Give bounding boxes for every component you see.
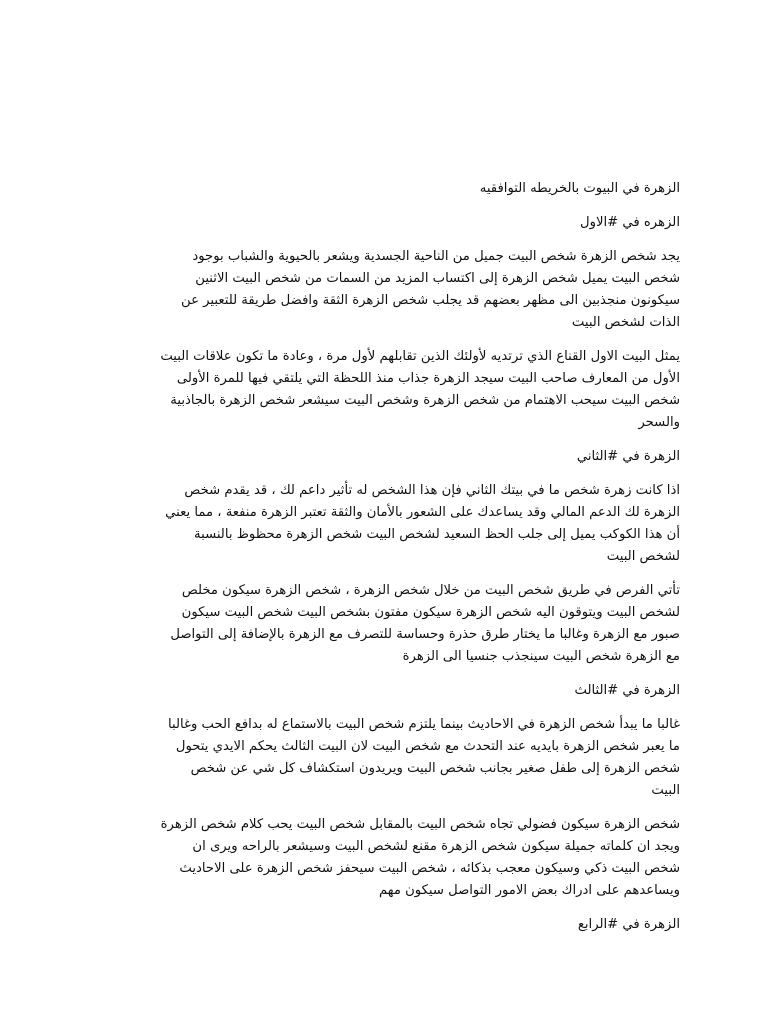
- paragraph-line: اذا كانت زهرة شخص ما في بيتك الثاني فإن هذا الشخص له تأثير داعم لك ، قد يقدم شخص: [184, 483, 680, 498]
- paragraph-line: يجد شخص الزهرة شخص البيت جميل من الناحية الجسدية ويشعر بالحيوية والشباب بوجود: [192, 249, 680, 264]
- paragraph-line: تأتي الفرص في طريق شخص البيت من خلال شخص الزهرة ، شخص الزهرة سيكون مخلص: [181, 583, 680, 598]
- paragraph-line: البيت: [651, 783, 680, 798]
- paragraph-line: الأول من المعارف صاحب البيت سيجد الزهرة جذاب منذ اللحظة التي يلتقي فيها للمرة الأولى: [176, 371, 680, 386]
- section-heading-second: الزهرة في #الثاني: [576, 449, 680, 464]
- section-heading-third: الزهرة في #الثالث: [574, 683, 680, 698]
- paragraph-line: شخص الزهرة إلى طفل صغير بجانب شخص البيت ويريدون استكشاف كل شي عن شخص: [190, 761, 680, 776]
- paragraph-line: سيكونون منجذبين الى مظهر بعضهم قد يجلب شخص الزهرة الثقة وافضل طريقة للتعبير عن: [181, 293, 680, 308]
- paragraph-line: مع الزهرة شخص البيت سينجذب جنسيا الى الزهرة: [402, 649, 680, 664]
- paragraph-line: الذات لشخص البيت: [571, 315, 680, 330]
- paragraph-line: والسحر: [638, 415, 680, 430]
- paragraph: [90, 814, 680, 902]
- paragraph-line: شخص الزهرة سيكون فضولي تجاه شخص البيت بالمقابل شخص البيت يحب كلام شخص الزهرة: [160, 817, 680, 832]
- paragraph-line: شخص البيت يميل شخص الزهرة إلى اكتساب المزيد من السمات من شخص البيت الاثنين: [195, 271, 680, 286]
- paragraph: [90, 714, 680, 802]
- paragraph-line: يمثل البيت الاول القناع الذي ترتديه لأولئك الذين تقابلهم لأول مرة ، وعادة ما تكون علاقات البيت: [160, 349, 680, 364]
- section-heading-fourth: الزهرة في #الرابع: [577, 917, 680, 932]
- paragraph: [90, 580, 680, 668]
- paragraph-line: ويجد ان كلماته جميلة سيكون شخص الزهرة مقنع لشخص البيت وسيشعر بالراحه ويرى ان: [192, 839, 680, 854]
- paragraph-line: لشخص البيت: [606, 549, 680, 564]
- paragraph-line: ويساعدهم على ادراك بعض الامور التواصل سيكون مهم: [378, 883, 680, 898]
- paragraph-line: الزهرة لك الدعم المالي وقد يساعدك على الشعور بالأمان والثقة تعتبر الزهرة منفعة ، مما يعني: [165, 505, 680, 520]
- document-title: الزهرة في البيوت بالخريطه التوافقيه: [479, 181, 680, 196]
- paragraph-line: لشخص البيت ويتوقون اليه شخص الزهرة سيكون مفتون بشخص البيت شخص البيت سيكون: [181, 605, 680, 620]
- paragraph-line: شخص البيت سيحب الاهتمام من شخص الزهرة وشخص البيت سيشعر شخص الزهرة بالجاذبية: [170, 393, 680, 408]
- paragraph-line: ما يعبر شخص الزهرة بايديه عند التحدث مع شخص البيت لان البيت الثالث يحكم الايدي يتحول: [175, 739, 680, 754]
- section-heading-first: الزهره في #الاول: [580, 215, 680, 230]
- paragraph-line: صبور مع الزهرة وغالبا ما يختار طرق حذرة وحساسة للتصرف مع الزهرة بالإضافة إلى التواصل: [170, 627, 680, 642]
- paragraph: [90, 480, 680, 568]
- paragraph-line: غالبا ما يبدأ شخص الزهرة في الاحاديث بينما يلتزم شخص البيت بالاستماع له بدافع الحب وغالبا: [168, 717, 680, 732]
- paragraph-line: أن هذا الكوكب يميل إلى جلب الحظ السعيد لشخص البيت شخص الزهرة محظوظ بالنسبة: [194, 527, 680, 542]
- document-page: [90, 178, 680, 948]
- paragraph: [90, 346, 680, 434]
- paragraph-line: شخص البيت ذكي وسيكون معجب بذكائه ، شخص البيت سيحفز شخص الزهرة على الاحاديث: [179, 861, 680, 876]
- paragraph: [90, 246, 680, 334]
